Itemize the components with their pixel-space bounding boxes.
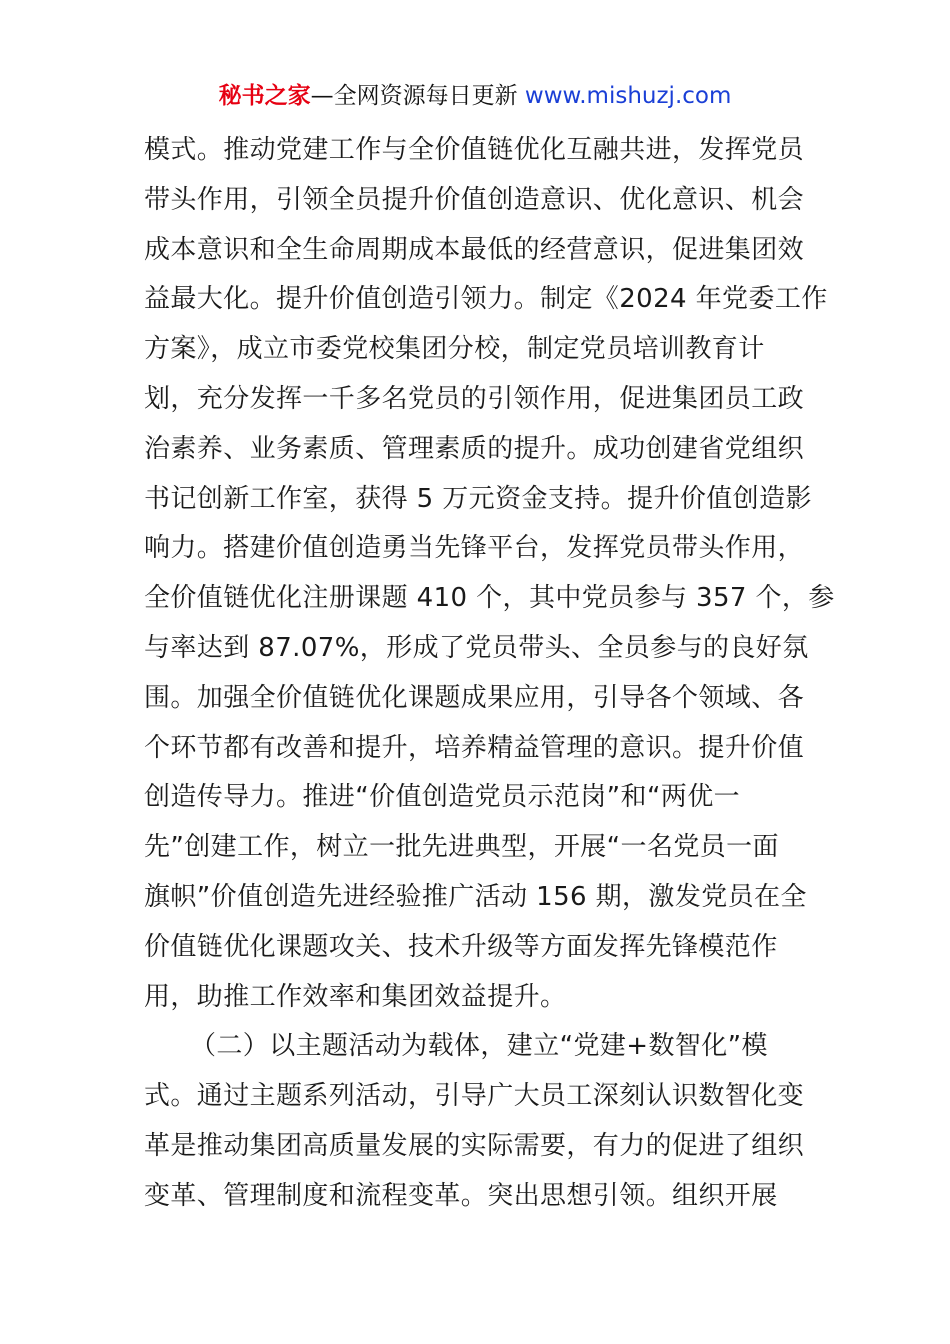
- text-line: 治素养、业务素质、管理素质的提升。成功创建省党组织: [144, 433, 805, 464]
- header-site-link[interactable]: www.mishuzj.com: [517, 83, 732, 109]
- text-line: 成本意识和全生命周期成本最低的经营意识，促进集团效: [144, 234, 805, 265]
- text-line: 与率达到 87.07%，形成了党员带头、全员参与的良好氛: [144, 632, 809, 663]
- text-line: 响力。搭建价值创造勇当先锋平台，发挥党员带头作用，: [144, 533, 805, 564]
- text-line: 围。加强全价值链优化课题成果应用，引导各个领域、各: [144, 682, 805, 713]
- header-slogan: —全网资源每日更新: [310, 83, 518, 109]
- page-header: [0, 80, 950, 112]
- text-line: 划，充分发挥一千多名党员的引领作用，促进集团员工政: [144, 383, 805, 414]
- text-line: 书记创新工作室，获得 5 万元资金支持。提升价值创造影: [144, 483, 812, 514]
- text-line: 全价值链优化注册课题 410 个，其中党员参与 357 个，参: [144, 583, 835, 614]
- text-line: 模式。推动党建工作与全价值链优化互融共进，发挥党员: [144, 135, 805, 165]
- text-line: 先”创建工作，树立一批先进典型，开展“一名党员一面: [144, 832, 779, 863]
- text-line: 个环节都有改善和提升，培养精益管理的意识。提升价值: [144, 732, 805, 763]
- text-line: 价值链优化课题攻关、技术升级等方面发挥先锋模范作: [144, 931, 778, 962]
- text-line: 革是推动集团高质量发展的实际需要，有力的促进了组织: [144, 1130, 805, 1161]
- document-body: [144, 126, 835, 1222]
- section-heading-line: （二）以主题活动为载体，建立“党建+数智化”模: [190, 1031, 768, 1062]
- text-line: 式。通过主题系列活动，引导广大员工深刻认识数智化变: [144, 1081, 805, 1112]
- text-line: 旗帜”价值创造先进经验推广活动 156 期，激发党员在全: [144, 881, 807, 912]
- text-line: 创造传导力。推进“价值创造党员示范岗”和“两优一: [144, 782, 741, 813]
- text-line: 益最大化。提升价值创造引领力。制定《2024 年党委工作: [144, 284, 828, 315]
- header-brand: 秘书之家: [218, 83, 311, 109]
- text-line: 带头作用，引领全员提升价值创造意识、优化意识、机会: [144, 184, 805, 215]
- text-line: 方案》，成立市委党校集团分校，制定党员培训教育计: [144, 334, 765, 365]
- text-line: 用，助推工作效率和集团效益提升。: [144, 981, 567, 1012]
- text-line: 变革、管理制度和流程变革。突出思想引领。组织开展: [144, 1180, 778, 1211]
